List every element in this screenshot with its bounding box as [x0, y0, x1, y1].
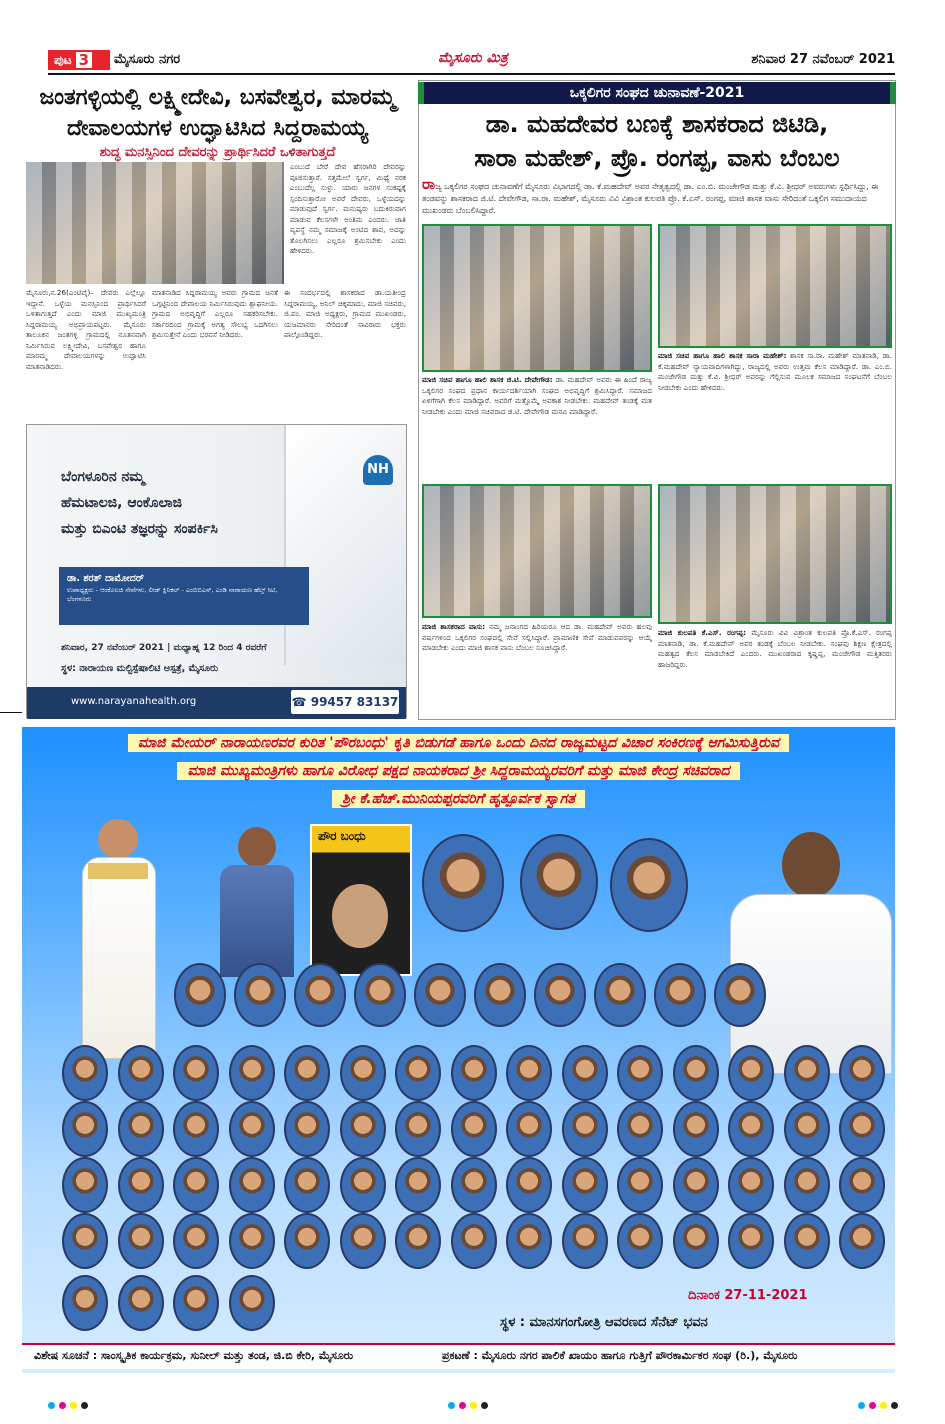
page-number: 3 — [76, 52, 92, 68]
portrait-photo — [610, 838, 688, 932]
member-portrait — [839, 1045, 885, 1101]
member-portrait — [562, 1213, 608, 1269]
feature-headline-line1: ಡಾ. ಮಹದೇವರ ಬಣಕ್ಕೆ ಶಾಸಕರಾದ ಜಿಟಿಡಿ, — [485, 110, 829, 138]
member-portrait — [62, 1101, 108, 1157]
greeting-text: ಶ್ರೀ ಕೆ.ಹೆಚ್.ಮುನಿಯಪ್ಪರವರಿಗೆ ಹೃತ್ಪೂರ್ವಕ ಸ್ವಾಗತ — [332, 790, 585, 808]
member-portrait — [617, 1157, 663, 1213]
member-portrait — [451, 1157, 497, 1213]
feature-banner: ಒಕ್ಕಲಿಗರ ಸಂಘದ ಚುನಾವಣೆ-2021 — [418, 82, 896, 104]
member-portrait — [340, 1101, 386, 1157]
ad-url: www.narayanahealth.org — [71, 696, 197, 707]
article-column: ಮೈಸೂರು,ನ.26(ಎಂಟಿವೈ)– ದೇವರು ಎಲ್ಲೆಲ್ಲೂ ಇದ್ದಾನೆ. ಒಳ್ಳೆಯ ಮನಸ್ಸಿನಿಂದ ಪ್ರಾರ್ಥಿಸಿದರೆ ಒಳಿತಾಗುತ್ತದೆ ಎಂದು ಮಾಜಿ ಮುಖ್ಯಮಂತ್ರಿ ಸಿದ್ದರಾಮಯ್ಯ ಅಭಿಪ್ರಾಯಪಟ್ಟರು. ಮೈಸೂರು ತಾಲೂಕಿನ ಜಂತಗಳ್ಳಿ ಗ್ರಾಮದಲ್ಲಿ ನೂತನವಾಗಿ ನಿರ್ಮಿಸಿರುವ ಲಕ್ಷ್ಮೀದೇವಿ, ಬಸವೇಶ್ವರ ಹಾಗೂ ಮಾರಮ್ಮ ದೇವಾಲಯಗಳನ್ನು ಉದ್ಘಾಟಿಸಿ ಮಾತನಾಡಿದರು. — [26, 288, 146, 371]
greeting-text: ಮಾಜಿ ಮುಖ್ಯಮಂತ್ರಿಗಳು ಹಾಗೂ ವಿರೋಧ ಪಕ್ಷದ ನಾಯಕರಾದ ಶ್ರೀ ಸಿದ್ದರಾಮಯ್ಯರವರಿಗೆ ಮತ್ತು ಮಾಜಿ ಕೇಂದ್ರ ಸಚಿವರಾದ — [177, 762, 739, 780]
photo-caption — [658, 351, 892, 477]
member-portrait — [340, 1213, 386, 1269]
member-portrait — [173, 1213, 219, 1269]
member-portrait — [784, 1213, 830, 1269]
crop-mark — [0, 712, 22, 713]
phone-number: 99457 83137 — [310, 695, 399, 709]
member-portrait — [395, 1157, 441, 1213]
page-label: ಪುಟ — [54, 52, 72, 67]
doctor-info-box — [59, 567, 309, 625]
member-portrait — [229, 1157, 275, 1213]
member-portrait — [414, 963, 466, 1027]
member-portrait — [229, 1101, 275, 1157]
caption-lead: ಮಾಜಿ ಸಚಿವ ಹಾಗೂ ಹಾಲಿ ಶಾಸಕ ಜಿ.ಟಿ. ದೇವೇಗೌಡ: — [422, 375, 553, 384]
member-portrait — [506, 1157, 552, 1213]
member-portrait — [562, 1101, 608, 1157]
member-portrait — [173, 1157, 219, 1213]
masthead: ಮೈಸೂರು ಮಿತ್ರ — [438, 50, 508, 66]
organizer-standing-figure — [722, 832, 894, 1072]
member-portrait — [451, 1213, 497, 1269]
ad-line1: ಬೆಂಗಳೂರಿನ ನಮ್ಮ — [61, 469, 145, 485]
color-dot — [869, 1402, 876, 1409]
color-dot — [70, 1402, 77, 1409]
leader-portrait — [216, 827, 298, 977]
ad-footer-strip — [22, 1343, 895, 1369]
color-dot — [481, 1402, 488, 1409]
member-portrait — [673, 1101, 719, 1157]
greeting-line3 — [22, 791, 895, 807]
member-portrait — [714, 963, 766, 1027]
caption-text: ಮೈಸೂರು ವಿವಿ ವಿಶ್ರಾಂತ ಕುಲಪತಿ ಪ್ರೊ.ಕೆ.ಎಸ್. ರಂಗಪ್ಪ ಮಾತನಾಡಿ, ಡಾ. ಕೆ.ಮಹದೇವ್ ಅವರ ತಂಡಕ್ಕೆ ಬೆಂಬಲ ನೀಡಬೇಕು. ಸಂಘವು ಶಿಕ್ಷಣ ಕ್ಷೇತ್ರದಲ್ಲಿ ಮಹತ್ವದ ಕೆಲಸ ಮಾಡಬೇಕಿದೆ ಎಂದರು. ಮುಖಂಡರಾದ ಕೃಷ್ಣಪ್ಪ, ಮಂಜೇಗೌಡ ಮತ್ತಿತರರು ಹಾಜರಿದ್ದರು. — [658, 628, 892, 669]
article-column: ಮಾತನಾಡಿದ ಸಿದ್ದರಾಮಯ್ಯ ಅವರು ಗ್ರಾಮದ ಜನತೆ ಒಗ್ಗಟ್ಟಿನಿಂದ ದೇವಾಲಯ ನಿರ್ಮಿಸಿರುವುದು ಶ್ಲಾಘನೀಯ. ಗ್ರಾಮದ ಅಭಿವೃದ್ಧಿಗೆ ಎಲ್ಲರೂ ಸಹಕರಿಸಬೇಕು. ಸರ್ಕಾರದಿಂದ ಗ್ರಾಮಕ್ಕೆ ಅಗತ್ಯ ಸೌಲಭ್ಯ ಒದಗಿಸಲು ಶ್ರಮಿಸುತ್ತೇನೆ ಎಂದು ಭರವಸೆ ನೀಡಿದರು. — [152, 288, 278, 339]
sara-mahesh-photo — [658, 224, 892, 348]
narayana-health-ad — [26, 424, 407, 718]
member-portrait — [728, 1157, 774, 1213]
member-portrait — [395, 1045, 441, 1101]
member-portrait — [118, 1045, 164, 1101]
member-portrait — [284, 1045, 330, 1101]
publisher-note: ಪ್ರಕಟಣೆ : ಮೈಸೂರು ನಗರ ಪಾಲಿಕೆ ಖಾಯಂ ಹಾಗೂ ಗುತ್ತಿಗೆ ಪೌರಕಾರ್ಮಿಕರ ಸಂಘ (ರಿ.), ಮೈಸೂರು — [442, 1349, 798, 1362]
caption-lead: ಮಾಜಿ ಕುಲಪತಿ ಕೆ.ಎಸ್. ರಂಗಪ್ಪ: — [658, 628, 747, 637]
issue-date: ಶನಿವಾರ 27 ನವೆಂಬರ್ 2021 — [751, 52, 895, 67]
member-portrait — [654, 963, 706, 1027]
member-portrait — [62, 1157, 108, 1213]
photo-caption — [422, 622, 652, 716]
member-portrait — [173, 1045, 219, 1101]
member-portrait — [451, 1101, 497, 1157]
page-number-badge — [48, 50, 110, 70]
member-portrait — [340, 1045, 386, 1101]
color-dot — [891, 1402, 898, 1409]
header-rule — [48, 73, 895, 75]
member-portrait — [62, 1275, 108, 1331]
member-portrait — [62, 1213, 108, 1269]
member-portrait — [784, 1045, 830, 1101]
color-registration-marks — [448, 1402, 488, 1409]
greeting-line2 — [22, 763, 895, 779]
member-portrait — [728, 1101, 774, 1157]
ad-phone: ☎ 99457 83137 — [291, 690, 399, 714]
member-portrait — [284, 1101, 330, 1157]
member-portrait — [118, 1275, 164, 1331]
member-portrait — [617, 1213, 663, 1269]
gtd-press-photo — [422, 224, 652, 372]
color-registration-marks — [48, 1402, 88, 1409]
member-portrait — [728, 1045, 774, 1101]
ad-venue: ಸ್ಥಳ: ನಾರಾಯಣ ಮಲ್ಟಿಸ್ಪೆಷಾಲಿಟಿ ಆಸ್ಪತ್ರೆ, ಮೈಸೂರು — [61, 663, 219, 674]
member-portrait — [234, 963, 286, 1027]
member-portrait — [354, 963, 406, 1027]
member-portrait — [562, 1157, 608, 1213]
member-portrait — [294, 963, 346, 1027]
member-portrait — [594, 963, 646, 1027]
caption-text: ಡಾ. ಮಹದೇವ್ ಅವರು ಈ ಹಿಂದೆ ರಾಜ್ಯ ಒಕ್ಕಲಿಗರ ಸಂಘದ ಪ್ರಧಾನ ಕಾರ್ಯದರ್ಶಿಯಾಗಿ ಸಂಘದ ಅಭಿವೃದ್ಧಿಗೆ ಶ್ರಮಿಸಿದ್ದಾರೆ. ಸಮಾಜದ ಏಳಿಗೆಗಾಗಿ ಕೆಲಸ ಮಾಡಿದ್ದಾರೆ. ಅವರಿಗೆ ಮತ್ತೊಮ್ಮೆ ಅವಕಾಶ ನೀಡಬೇಕು. ಮಹದೇವ್ ತಂಡಕ್ಕೆ ಮತ ನೀಡಬೇಕು ಎಂದು ಮಾಜಿ ಸಚಿವರಾದ ಜಿ.ಟಿ. ದೇವೇಗೌಡ ಮನವಿ ಮಾಡಿದ್ದಾರೆ. — [422, 375, 652, 416]
leader-standing-figure — [76, 819, 160, 1057]
member-portrait — [534, 963, 586, 1027]
color-dot — [858, 1402, 865, 1409]
color-registration-marks — [858, 1402, 898, 1409]
member-portrait — [474, 963, 526, 1027]
color-dot — [470, 1402, 477, 1409]
ad-line2: ಹೆಮಟಾಲಜಿ, ಆಂಕೊಲಾಜಿ — [61, 495, 183, 511]
member-portrait — [617, 1101, 663, 1157]
portrait-photo — [422, 834, 504, 932]
member-portrait — [728, 1213, 774, 1269]
member-portrait — [784, 1157, 830, 1213]
member-portrait — [395, 1213, 441, 1269]
drop-cap: ರಾ — [422, 175, 436, 193]
section-name: ಮೈಸೂರು ನಗರ — [114, 52, 181, 67]
book-title: ಪೌರ ಬಂಧು — [318, 829, 366, 843]
member-portrait — [174, 963, 226, 1027]
member-portrait — [229, 1213, 275, 1269]
member-portrait — [839, 1101, 885, 1157]
member-portrait — [673, 1213, 719, 1269]
member-portrait — [173, 1275, 219, 1331]
member-portrait — [451, 1045, 497, 1101]
intro-text: ಜ್ಯ ಒಕ್ಕಲಿಗರ ಸಂಘದ ಚುನಾವಣೆಗೆ ಮೈಸೂರು ವಿಭಾಗದಲ್ಲಿ ಡಾ. ಕೆ.ಮಹದೇವ್ ಅವರ ನೇತೃತ್ವದಲ್ಲಿ ಡಾ. ಎಂ.ಬಿ. ಮಂಜೇಗೌಡ ಮತ್ತು ಕೆ.ವಿ. ಶ್ರೀಧರ್ ಅವರುಗಳು ಸ್ಪರ್ಧಿಸಿದ್ದು, ಈ ತಂಡವನ್ನು ಶಾಸಕರಾದ ಜಿ.ಟಿ. ದೇವೇಗೌಡ, ಸಾ.ರಾ. ಮಹೇಶ್, ಮೈಸೂರು ವಿವಿ ವಿಶ್ರಾಂತ ಕುಲಪತಿ ಪ್ರೊ. ಕೆ.ಎಸ್. ರಂಗಪ್ಪ, ಮಾಜಿ ಶಾಸಕ ವಾಸು ಸೇರಿದಂತೆ ಒಕ್ಕಲಿಗ ಸಮುದಾಯದ ಮುಖಂಡರು ಬೆಂಬಲಿಸಿದ್ದಾರೆ. — [422, 182, 879, 215]
color-dot — [81, 1402, 88, 1409]
article-column: ಎಂಬುದೆ ಬೇರೆ ದೇವ ಹೆಸರಾಗಿರಿ ದೇವರನ್ನು ಪೂಜಿಸುತ್ತಾರೆ. ಸತ್ತಮೇಲೆ ಸ್ವರ್ಗ, ಮಿಥ್ಯೆ ನರಕ ಎಂಬುದೆಲ್ಲ ಸುಳ್ಳು. ಯಾರು ಜನಗಳ ಸಂಕಷ್ಟಕ್ಕೆ ಸ್ಪಂದಿಸುತ್ತಾರೋ ಅವರೆ ದೇವರು, ಒಳ್ಳೆಯದನ್ನು ಮಾಡುವುದೆ ಸ್ವರ್ಗ. ಮನುಷ್ಯರು ಬದುಕಿರುವಾಗ ಮಾಡುವ ಕೆಲಸಗಳೇ ಅಂತಿಮ ಎಂದರು. ಜಾತಿ ವ್ಯವಸ್ಥೆ ನಮ್ಮ ಸಮಾಜಕ್ಕೆ ಅಂಟಿದ ಶಾಪ, ಅದನ್ನು ತೊಲಗಿಸಲು ಎಲ್ಲರೂ ಶ್ರಮಿಸಬೇಕು ಎಂದು ಹೇಳಿದರು. — [290, 162, 406, 255]
event-date: ದಿನಾಂಕ 27-11-2021 — [688, 1288, 808, 1303]
member-portrait — [784, 1101, 830, 1157]
ad-footer — [27, 687, 406, 719]
caption-lead: ಮಾಜಿ ಸಚಿವ ಹಾಗೂ ಹಾಲಿ ಶಾಸಕ ಸಾರಾ ಮಹೇಶ್: — [658, 351, 787, 360]
member-portrait — [839, 1213, 885, 1269]
photo-caption — [422, 375, 652, 477]
color-dot — [880, 1402, 887, 1409]
greeting-text: ಮಾಜಿ ಮೇಯರ್ ನಾರಾಯಣರವರ ಕುರಿತ 'ಪೌರಬಂಧು' ಕೃತಿ ಬಿಡುಗಡೆ ಹಾಗೂ ಒಂದು ದಿನದ ರಾಜ್ಯಮಟ್ಟದ ವಿಚಾರ ಸಂಕಿರಣಕ್ಕೆ ಆಗಮಿಸುತ್ತಿರುವ — [128, 734, 789, 752]
member-portrait — [118, 1213, 164, 1269]
member-portrait — [673, 1157, 719, 1213]
color-dot — [459, 1402, 466, 1409]
member-portrait — [506, 1101, 552, 1157]
feature-intro — [422, 175, 892, 216]
member-portrait — [62, 1045, 108, 1101]
vasu-press-photo — [422, 484, 652, 618]
feature-headline-line2: ಸಾರಾ ಮಹೇಶ್, ಪ್ರೊ. ರಂಗಪ್ಪ, ವಾಸು ಬೆಂಬಲ — [474, 144, 840, 172]
member-portrait — [229, 1275, 275, 1331]
caption-lead: ಮಾಜಿ ಶಾಸಕರಾದ ವಾಸು: — [422, 622, 486, 631]
left-headline-line2: ದೇವಾಲಯಗಳ ಉದ್ಘಾಟಿಸಿದ ಸಿದ್ದರಾಮಯ್ಯ — [67, 116, 368, 141]
member-portrait — [118, 1157, 164, 1213]
doctor-degree: ಉಪಾಧ್ಯಕ್ಷರು - ಆಂಕೊಲಜಿ ಸೇವೆಗಳು, ಲೀಡ್ ಕ್ಲಿನಿಕಲ್ - ಎಂಬಿಬಿಎಸ್, ಎಂಡಿ ನಾರಾಯಣ ಹೆಲ್ತ್ ಸಿಟಿ, ಬೆಂಗಳೂರು — [67, 586, 278, 603]
member-portrait — [395, 1101, 441, 1157]
temple-inauguration-photo — [26, 162, 284, 284]
rangappa-press-photo — [658, 484, 892, 624]
member-portrait — [839, 1157, 885, 1213]
member-portrait — [673, 1045, 719, 1101]
member-portrait — [118, 1101, 164, 1157]
left-headline-line1: ಜಂತಗಳ್ಳಿಯಲ್ಲಿ ಲಕ್ಷ್ಮೀದೇವಿ, ಬಸವೇಶ್ವರ, ಮಾರಮ್ಮ — [39, 85, 396, 110]
color-dot — [448, 1402, 455, 1409]
portrait-photo — [520, 834, 598, 930]
paurabandhu-book-cover — [310, 824, 412, 976]
special-note: ವಿಶೇಷ ಸೂಚನೆ : ಸಾಂಸ್ಕೃತಿಕ ಕಾರ್ಯಕ್ರಮ, ಸುನೀಲ್ ಮತ್ತು ತಂಡ, ಜಿ.ಬಿ ಕೇರಿ, ಮೈಸೂರು — [34, 1349, 354, 1362]
member-portrait — [229, 1045, 275, 1101]
member-portrait — [562, 1045, 608, 1101]
caption-text: ನಮ್ಮ ಜನಾಂಗದ ಹಿರಿಯರೂ ಆದ ಡಾ. ಮಹದೇವ್ ಅವರು ಹಲವು ವರ್ಷಗಳಿಂದ ಒಕ್ಕಲಿಗರ ಸಂಘದಲ್ಲಿ ಸೇವೆ ಸಲ್ಲಿಸಿದ್ದಾರೆ. ಪ್ರಾಮಾಣಿಕ ಸೇವೆ ಮಾಡುವವರನ್ನು ಆಯ್ಕೆ ಮಾಡಬೇಕು ಎಂದು ಮಾಜಿ ಶಾಸಕ ವಾಸು ಬೆಂಬಲ ಸೂಚಿಸಿದ್ದಾರೆ. — [422, 622, 652, 652]
color-dot — [48, 1402, 55, 1409]
caption-text: ಶಾಸಕ ಸಾ.ರಾ. ಮಹೇಶ್ ಮಾತನಾಡಿ, ಡಾ. ಕೆ.ಮಹದೇವ್ ನ್ಯಾಯವಾದಿಗಳಾಗಿದ್ದು, ರಾಜ್ಯದಲ್ಲಿ ಅವರು ಉತ್ತಮ ಕೆಲಸ ಮಾಡಿದ್ದಾರೆ. ಡಾ. ಎಂ.ಬಿ. ಮಂಜೇಗೌಡ ಮತ್ತು ಕೆ.ವಿ. ಶ್ರೀಧರ್ ಅವರನ್ನು ಗೆಲ್ಲಿಸುವ ಮೂಲಕ ಸಮಾಜದ ಸಂಘಟನೆಗೆ ಬೆಂಬಲ ನೀಡಬೇಕು ಎಂದು ಹೇಳಿದರು. — [658, 351, 892, 392]
member-portrait — [506, 1213, 552, 1269]
ad-schedule: ಶನಿವಾರ, 27 ನವೆಂಬರ್ 2021 | ಮಧ್ಯಾಹ್ನ 12 ರಿಂದ 4 ರವರೆಗೆ — [61, 643, 267, 653]
article-column: ಈ ಸಂದರ್ಭದಲ್ಲಿ ಶಾಸಕರಾದ ಡಾ.ಯತೀಂದ್ರ ಸಿದ್ದರಾಮಯ್ಯ, ಅನಿಲ್ ಚಿಕ್ಕಮಾದು, ಮಾಜಿ ಸಚಿವರು, ಜಿ.ಪಂ. ಮಾಜಿ ಅಧ್ಯಕ್ಷರು, ಗ್ರಾಮದ ಮುಖಂಡರು, ಯಜಮಾನರು ಸೇರಿದಂತೆ ಸಾವಿರಾರು ಭಕ್ತರು ಪಾಲ್ಗೊಂಡಿದ್ದರು. — [284, 288, 406, 339]
event-venue: ಸ್ಥಳ : ಮಾನಸಗಂಗೋತ್ರಿ ಆವರಣದ ಸೆನೆಟ್ ಭವನ — [500, 1315, 708, 1330]
member-portrait — [340, 1157, 386, 1213]
photo-caption — [658, 628, 892, 716]
ad-line3: ಮತ್ತು ಬಿಎಂಟಿ ತಜ್ಞರನ್ನು ಸಂಪರ್ಕಿಸಿ — [61, 521, 218, 537]
member-portrait — [173, 1101, 219, 1157]
greeting-line1 — [22, 735, 895, 751]
member-portrait — [617, 1045, 663, 1101]
left-subhead: ಶುದ್ಧ ಮನಸ್ಸಿನಿಂದ ದೇವರನ್ನು ಪ್ರಾರ್ಥಿಸಿದರೆ ಒಳಿತಾಗುತ್ತದೆ — [99, 145, 336, 160]
member-portrait — [284, 1157, 330, 1213]
nh-logo: NH — [363, 455, 393, 485]
welcome-greeting-ad — [22, 727, 895, 1373]
member-portrait — [284, 1213, 330, 1269]
color-dot — [59, 1402, 66, 1409]
member-portrait — [506, 1045, 552, 1101]
doctor-name: ಡಾ. ಶರತ್ ದಾಮೋದರ್ — [67, 573, 144, 584]
